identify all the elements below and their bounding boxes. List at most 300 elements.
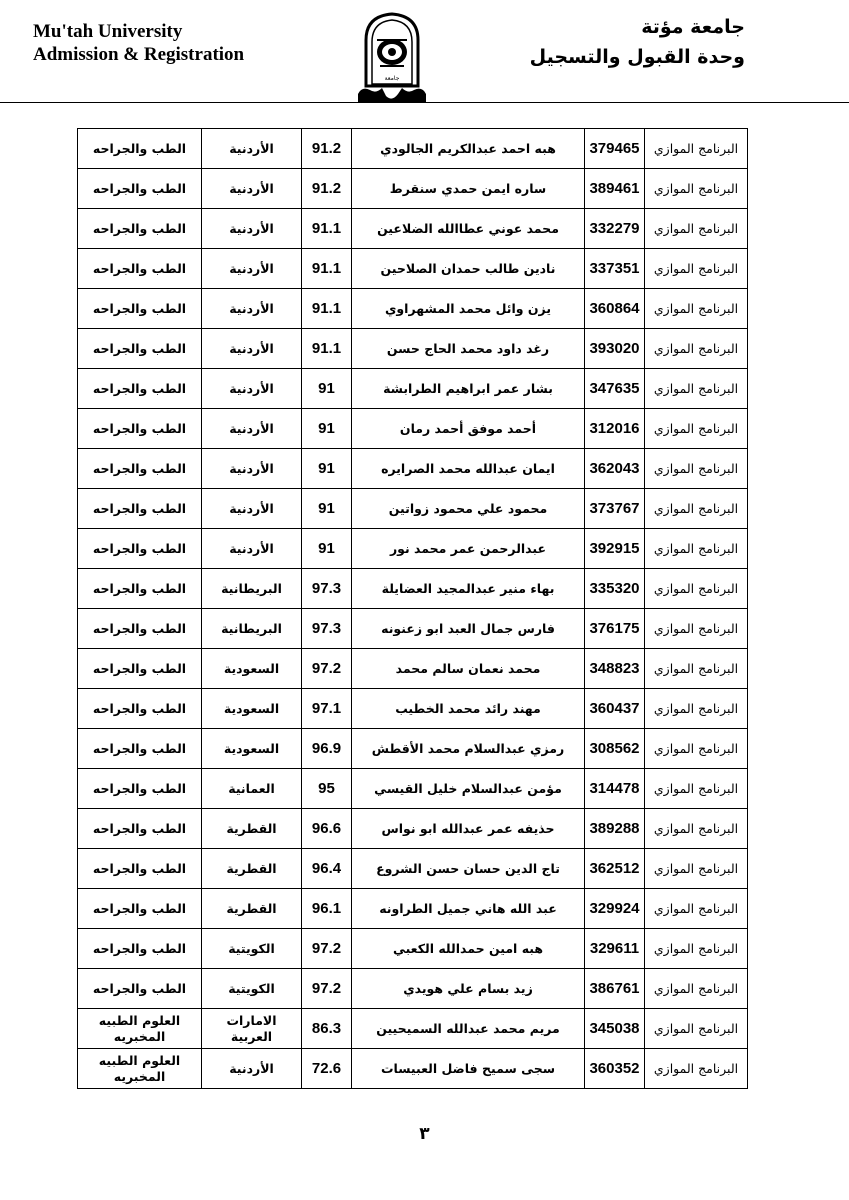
table-row [78,569,748,609]
program-cell-text: البرنامج الموازي [653,580,739,596]
student-name-cell-text: رمزي عبدالسلام محمد الأقطش [371,741,565,756]
student-id-cell [585,569,645,609]
major-cell [78,1009,202,1049]
student-name-cell-text: حذيفه عمر عبدالله ابو نواس [381,821,555,836]
nationality-cell [202,209,302,249]
admissions-table [77,128,748,1089]
header-divider [0,102,849,103]
student-id-cell [585,889,645,929]
nationality-cell [202,769,302,809]
student-id-cell [585,129,645,169]
page-number: ٣ [419,1124,430,1144]
average-cell-text: 91.2 [311,180,342,197]
table-row [78,929,748,969]
program-cell-text: البرنامج الموازي [653,300,739,316]
student-name-cell-text: مريم محمد عبدالله السميحيين [376,1021,560,1036]
major-cell-text: الطب والجراحه [92,700,187,716]
major-cell-text: العلوم الطبيه المخبريه [98,1012,181,1044]
student-name-cell [352,969,585,1009]
nationality-cell [202,849,302,889]
student-id-cell [585,409,645,449]
program-cell [645,529,748,569]
major-cell [78,609,202,649]
nationality-cell-text: القطرية [226,900,277,916]
program-cell [645,729,748,769]
table-row [78,449,748,489]
student-name-cell-text: ايمان عبدالله محمد الصرايره [381,461,555,476]
program-cell-text: البرنامج الموازي [653,620,739,636]
student-name-cell [352,1009,585,1049]
average-cell-text: 91 [318,380,335,397]
program-cell-text: البرنامج الموازي [653,260,739,276]
student-id-cell-text: 362512 [589,860,640,877]
program-cell [645,129,748,169]
average-cell [302,209,352,249]
average-cell [302,369,352,409]
student-name-cell-text: رغد داود محمد الحاج حسن [386,341,550,356]
nationality-cell [202,609,302,649]
header-english [33,20,244,66]
average-cell [302,569,352,609]
major-cell-text: الطب والجراحه [92,380,187,396]
student-name-cell-text: نادين طالب حمدان الصلاحين [380,261,556,276]
program-cell [645,489,748,529]
major-cell [78,769,202,809]
nationality-cell-text: الأردنية [229,500,274,516]
student-name-cell [352,409,585,449]
average-cell [302,1009,352,1049]
unit-name-ar: وحدة القبول والتسجيل [529,46,745,68]
major-cell [78,489,202,529]
student-name-cell-text: يزن وائل محمد المشهراوي [384,301,552,316]
student-id-cell [585,969,645,1009]
average-cell [302,689,352,729]
program-cell [645,929,748,969]
unit-name-en: Admission & Registration [33,44,245,65]
student-id-cell-text: 347635 [589,380,640,397]
program-cell-text: البرنامج الموازي [653,500,739,516]
student-name-cell-text: سجى سميح فاضل العبيسات [380,1061,556,1076]
program-cell-text: البرنامج الموازي [653,820,739,836]
average-cell-text: 96.4 [311,860,342,877]
student-id-cell-text: 345038 [589,1020,640,1037]
table-row [78,729,748,769]
major-cell [78,449,202,489]
major-cell-text: الطب والجراحه [92,540,187,556]
program-cell-text: البرنامج الموازي [653,860,739,876]
student-id-cell-text: 389461 [589,180,640,197]
average-cell [302,409,352,449]
student-id-cell [585,849,645,889]
average-cell-text: 91 [318,420,335,437]
student-name-cell-text: عبد الله هاني جميل الطراونه [379,901,557,916]
major-cell [78,1049,202,1089]
major-cell [78,569,202,609]
student-name-cell [352,169,585,209]
student-id-cell [585,809,645,849]
major-cell [78,969,202,1009]
nationality-cell [202,1009,302,1049]
nationality-cell [202,369,302,409]
nationality-cell [202,729,302,769]
university-name-ar: جامعة مؤتة [641,16,745,38]
table-row [78,649,748,689]
table-row [78,249,748,289]
table-row [78,769,748,809]
program-cell [645,289,748,329]
nationality-cell-text: السعودية [223,700,280,716]
nationality-cell-text: السعودية [223,740,280,756]
major-cell-text: الطب والجراحه [92,900,187,916]
program-cell [645,1009,748,1049]
table-row [78,849,748,889]
major-cell [78,689,202,729]
average-cell-text: 97.2 [311,940,342,957]
table-row [78,809,748,849]
nationality-cell [202,249,302,289]
student-name-cell [352,769,585,809]
program-cell-text: البرنامج الموازي [653,380,739,396]
major-cell-text: الطب والجراحه [92,260,187,276]
student-id-cell [585,729,645,769]
student-id-cell [585,609,645,649]
average-cell-text: 97.1 [311,700,342,717]
table-row [78,169,748,209]
nationality-cell [202,409,302,449]
nationality-cell [202,969,302,1009]
table-row [78,969,748,1009]
university-name-en: Mu'tah University [33,21,183,42]
average-cell [302,1049,352,1089]
student-name-cell-text: محمود علي محمود زواتين [388,501,548,516]
nationality-cell-text: القطرية [226,860,277,876]
program-cell [645,449,748,489]
major-cell [78,649,202,689]
student-name-cell [352,369,585,409]
student-id-cell [585,249,645,289]
university-logo [352,10,432,106]
average-cell [302,889,352,929]
student-id-cell [585,169,645,209]
major-cell-text: الطب والجراحه [92,820,187,836]
nationality-cell-text: الأردنية [229,420,274,436]
major-cell-text: الطب والجراحه [92,300,187,316]
student-id-cell [585,449,645,489]
student-name-cell-text: هبه احمد عبدالكريم الجالودي [380,141,556,156]
table-row [78,289,748,329]
average-cell [302,489,352,529]
student-id-cell-text: 392915 [589,540,640,557]
average-cell-text: 91 [318,460,335,477]
student-id-cell-text: 360352 [589,1060,640,1077]
nationality-cell-text: الأردنية [229,1060,274,1076]
student-id-cell-text: 329924 [589,900,640,917]
program-cell-text: البرنامج الموازي [653,180,739,196]
student-name-cell [352,609,585,649]
student-id-cell-text: 337351 [589,260,640,277]
average-cell [302,809,352,849]
major-cell-text: الطب والجراحه [92,220,187,236]
average-cell [302,129,352,169]
nationality-cell-text: السعودية [223,660,280,676]
major-cell-text: الطب والجراحه [92,580,187,596]
program-cell [645,409,748,449]
student-id-cell-text: 362043 [589,460,640,477]
major-cell [78,929,202,969]
student-name-cell-text: بهاء منير عبدالمجيد العضايلة [381,581,555,596]
program-cell [645,969,748,1009]
nationality-cell-text: القطرية [226,820,277,836]
major-cell-text: الطب والجراحه [92,940,187,956]
admissions-table-body [78,129,748,1089]
program-cell [645,169,748,209]
student-name-cell [352,289,585,329]
nationality-cell [202,289,302,329]
student-name-cell [352,529,585,569]
average-cell-text: 97.3 [311,580,342,597]
student-name-cell [352,329,585,369]
student-id-cell [585,209,645,249]
average-cell [302,849,352,889]
student-id-cell [585,489,645,529]
program-cell [645,649,748,689]
major-cell-text: الطب والجراحه [92,980,187,996]
program-cell-text: البرنامج الموازي [653,900,739,916]
student-name-cell [352,889,585,929]
table-row [78,689,748,729]
program-cell-text: البرنامج الموازي [653,980,739,996]
student-name-cell [352,849,585,889]
program-cell [645,889,748,929]
program-cell [645,609,748,649]
nationality-cell [202,809,302,849]
average-cell [302,609,352,649]
student-name-cell [352,569,585,609]
nationality-cell-text: الأردنية [229,260,274,276]
program-cell [645,369,748,409]
major-cell [78,249,202,289]
program-cell-text: البرنامج الموازي [653,220,739,236]
nationality-cell [202,449,302,489]
student-name-cell [352,449,585,489]
average-cell [302,169,352,209]
average-cell-text: 91.2 [311,140,342,157]
major-cell [78,889,202,929]
student-name-cell [352,929,585,969]
student-name-cell-text: فارس جمال العبد ابو زعنونه [381,621,555,636]
student-name-cell-text: تاج الدين حسان حسن الشروع [376,861,560,876]
average-cell-text: 86.3 [311,1020,342,1037]
student-name-cell [352,209,585,249]
table-row [78,1009,748,1049]
program-cell [645,849,748,889]
nationality-cell [202,1049,302,1089]
average-cell-text: 91.1 [311,300,342,317]
student-name-cell [352,489,585,529]
major-cell-text: الطب والجراحه [92,340,187,356]
nationality-cell [202,689,302,729]
average-cell-text: 97.2 [311,980,342,997]
average-cell [302,729,352,769]
student-id-cell-text: 335320 [589,580,640,597]
average-cell-text: 91 [318,500,335,517]
average-cell [302,249,352,289]
average-cell [302,449,352,489]
major-cell-text: الطب والجراحه [92,140,187,156]
student-name-cell [352,729,585,769]
table-row [78,609,748,649]
student-name-cell-text: مؤمن عبدالسلام خليل القيسي [374,781,562,796]
program-cell [645,329,748,369]
average-cell-text: 91.1 [311,260,342,277]
major-cell-text: الطب والجراحه [92,180,187,196]
program-cell-text: البرنامج الموازي [653,660,739,676]
student-id-cell [585,689,645,729]
average-cell-text: 96.1 [311,900,342,917]
major-cell [78,169,202,209]
student-name-cell-text: ساره ايمن حمدي سنقرط [389,181,547,196]
table-row [78,329,748,369]
student-name-cell [352,1049,585,1089]
student-id-cell [585,769,645,809]
student-id-cell-text: 348823 [589,660,640,677]
student-id-cell-text: 379465 [589,140,640,157]
program-cell-text: البرنامج الموازي [653,420,739,436]
student-id-cell-text: 386761 [589,980,640,997]
student-id-cell-text: 376175 [589,620,640,637]
student-name-cell-text: عبدالرحمن عمر محمد نور [389,541,547,556]
student-id-cell-text: 312016 [589,420,640,437]
nationality-cell-text: الأردنية [229,340,274,356]
nationality-cell [202,889,302,929]
average-cell [302,929,352,969]
nationality-cell [202,169,302,209]
nationality-cell-text: البريطانية [221,580,282,596]
major-cell-text: الطب والجراحه [92,500,187,516]
student-name-cell [352,689,585,729]
major-cell-text: الطب والجراحه [92,740,187,756]
nationality-cell [202,329,302,369]
student-id-cell [585,1049,645,1089]
nationality-cell-text: العمانية [228,780,275,796]
major-cell [78,289,202,329]
student-name-cell [352,129,585,169]
program-cell-text: البرنامج الموازي [653,340,739,356]
major-cell-text: الطب والجراحه [92,460,187,476]
student-name-cell-text: أحمد موفق أحمد رمان [399,421,537,436]
nationality-cell-text: البريطانية [221,620,282,636]
program-cell-text: البرنامج الموازي [653,140,739,156]
student-name-cell-text: زيد بسام علي هويدي [403,981,533,996]
nationality-cell-text: الأردنية [229,180,274,196]
student-id-cell-text: 308562 [589,740,640,757]
nationality-cell-text: الكويتية [228,980,275,996]
major-cell [78,329,202,369]
nationality-cell [202,489,302,529]
program-cell-text: البرنامج الموازي [653,700,739,716]
table-row [78,489,748,529]
nationality-cell-text: الأردنية [229,140,274,156]
program-cell [645,209,748,249]
average-cell-text: 97.2 [311,660,342,677]
average-cell [302,289,352,329]
program-cell [645,689,748,729]
student-id-cell [585,369,645,409]
average-cell-text: 91 [318,540,335,557]
program-cell-text: البرنامج الموازي [653,540,739,556]
student-id-cell-text: 329611 [589,940,640,957]
major-cell-text: العلوم الطبيه المخبريه [98,1052,181,1084]
student-name-cell-text: محمد نعمان سالم محمد [395,661,541,676]
program-cell-text: البرنامج الموازي [653,740,739,756]
major-cell [78,809,202,849]
student-id-cell [585,529,645,569]
major-cell-text: الطب والجراحه [92,420,187,436]
student-id-cell-text: 389288 [589,820,640,837]
average-cell-text: 96.9 [311,740,342,757]
program-cell [645,1049,748,1089]
major-cell [78,529,202,569]
nationality-cell-text: الأردنية [229,380,274,396]
program-cell-text: البرنامج الموازي [653,1020,739,1036]
average-cell [302,329,352,369]
average-cell-text: 91.1 [311,340,342,357]
nationality-cell-text: الامارات العربية [226,1012,277,1044]
nationality-cell-text: الكويتية [228,940,275,956]
table-row [78,889,748,929]
major-cell [78,369,202,409]
student-name-cell-text: مهند رائد محمد الخطيب [395,701,541,716]
program-cell-text: البرنامج الموازي [653,1060,739,1076]
major-cell-text: الطب والجراحه [92,780,187,796]
average-cell [302,649,352,689]
major-cell-text: الطب والجراحه [92,860,187,876]
average-cell [302,769,352,809]
student-id-cell-text: 360437 [589,700,640,717]
student-id-cell [585,929,645,969]
student-id-cell [585,329,645,369]
major-cell [78,209,202,249]
program-cell [645,809,748,849]
program-cell-text: البرنامج الموازي [653,460,739,476]
major-cell [78,849,202,889]
table-row [78,209,748,249]
student-id-cell [585,649,645,689]
program-cell [645,569,748,609]
program-cell-text: البرنامج الموازي [653,940,739,956]
table-row [78,529,748,569]
program-cell [645,249,748,289]
nationality-cell-text: الأردنية [229,220,274,236]
average-cell-text: 96.6 [311,820,342,837]
nationality-cell [202,529,302,569]
average-cell [302,529,352,569]
program-cell [645,769,748,809]
nationality-cell [202,569,302,609]
major-cell [78,409,202,449]
table-row [78,129,748,169]
nationality-cell-text: الأردنية [229,300,274,316]
major-cell-text: الطب والجراحه [92,660,187,676]
program-cell-text: البرنامج الموازي [653,780,739,796]
student-name-cell [352,249,585,289]
student-id-cell-text: 373767 [589,500,640,517]
student-name-cell-text: هبه امين حمدالله الكعبي [392,941,544,956]
average-cell-text: 72.6 [311,1060,342,1077]
nationality-cell-text: الأردنية [229,460,274,476]
major-cell [78,129,202,169]
major-cell-text: الطب والجراحه [92,620,187,636]
